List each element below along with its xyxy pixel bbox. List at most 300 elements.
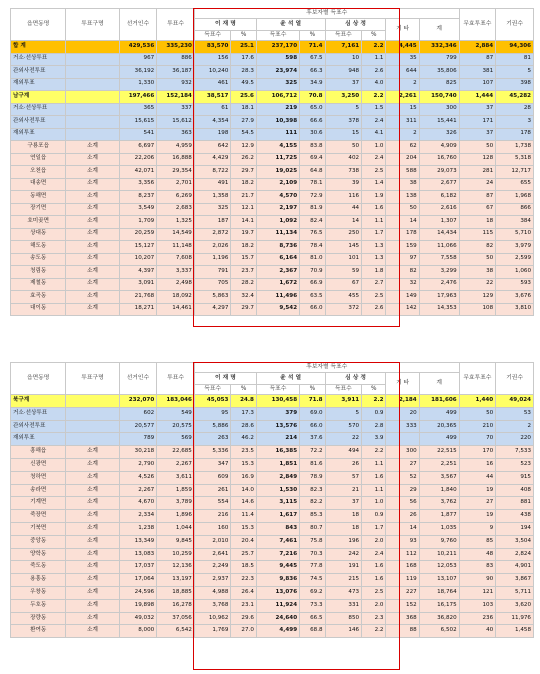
type-cell: 소계 xyxy=(66,178,119,191)
cand1-pct-cell: 27.0 xyxy=(231,625,256,638)
header-pct: % xyxy=(231,385,256,395)
cand3-votes-cell: 18 xyxy=(325,522,362,535)
table-row xyxy=(11,484,534,497)
invalid-cell: 103 xyxy=(459,599,496,612)
abstain-cell: 2,599 xyxy=(496,253,534,266)
cand2-votes-cell: 237,170 xyxy=(256,41,299,54)
cand1-votes-cell: 216 xyxy=(194,510,231,523)
electors-cell: 18,271 xyxy=(119,303,157,316)
header-abstain: 기권수 xyxy=(496,363,534,395)
type-cell: 소계 xyxy=(66,510,119,523)
cand3-votes-cell: 146 xyxy=(325,625,362,638)
electors-cell: 3,549 xyxy=(119,203,157,216)
header-pct: % xyxy=(300,385,325,395)
cand1-pct-cell: 24.8 xyxy=(231,395,256,408)
cand1-votes-cell: 1,196 xyxy=(194,253,231,266)
electors-cell: 541 xyxy=(119,128,157,141)
sum-cell: 29,073 xyxy=(419,166,459,179)
cand1-votes-cell: 554 xyxy=(194,497,231,510)
cand2-pct-cell: 72.9 xyxy=(300,191,325,204)
header-invalid: 무효투표수 xyxy=(459,9,496,41)
area-cell: 연일읍 xyxy=(11,153,66,166)
cand1-votes-cell: 95 xyxy=(194,407,231,420)
cand3-pct-cell: 2.4 xyxy=(362,548,386,561)
header-etc: 기 타 xyxy=(386,19,419,41)
etc-cell: 62 xyxy=(386,141,419,154)
header-pct: % xyxy=(231,31,256,41)
etc-cell: 88 xyxy=(386,625,419,638)
cand1-pct-cell: 29.7 xyxy=(231,303,256,316)
area-cell: 청림동 xyxy=(11,266,66,279)
sum-cell: 6,502 xyxy=(419,625,459,638)
table-row xyxy=(11,599,534,612)
cand3-votes-cell: 59 xyxy=(325,266,362,279)
cand1-votes-cell: 642 xyxy=(194,141,231,154)
electors-cell: 17,037 xyxy=(119,561,157,574)
cand3-pct-cell: 1.9 xyxy=(362,191,386,204)
cand2-votes-cell: 11,496 xyxy=(256,291,299,304)
cand3-votes-cell: 948 xyxy=(325,66,362,79)
cand2-votes-cell: 24,640 xyxy=(256,612,299,625)
header-cand3: 심 상 정 xyxy=(325,19,386,31)
header-cand2: 윤 석 열 xyxy=(256,373,325,385)
table-body-2 xyxy=(11,395,534,638)
abstain-cell: 5,318 xyxy=(496,153,534,166)
voters-cell: 932 xyxy=(157,78,195,91)
electors-cell: 1,709 xyxy=(119,216,157,229)
cand2-pct-cell: 80.7 xyxy=(300,522,325,535)
electors-cell: 2,334 xyxy=(119,510,157,523)
table-row xyxy=(11,420,534,433)
cand2-votes-cell: 1,092 xyxy=(256,216,299,229)
electors-cell: 2,267 xyxy=(119,484,157,497)
abstain-cell: 881 xyxy=(496,497,534,510)
cand2-pct-cell: 66.6 xyxy=(300,116,325,129)
cand1-pct-cell: 32.4 xyxy=(231,291,256,304)
area-cell: 용흥동 xyxy=(11,574,66,587)
cand2-pct-cell: 70.3 xyxy=(300,548,325,561)
etc-cell: 26 xyxy=(386,510,419,523)
cand2-votes-cell: 1,851 xyxy=(256,458,299,471)
type-cell: 소계 xyxy=(66,599,119,612)
table-row xyxy=(11,278,534,291)
table-row xyxy=(11,66,534,79)
cand2-votes-cell: 111 xyxy=(256,128,299,141)
cand1-pct-cell: 29.7 xyxy=(231,166,256,179)
table-row xyxy=(11,128,534,141)
header-voters: 투표수 xyxy=(157,9,195,41)
cand3-pct-cell: 1.1 xyxy=(362,216,386,229)
type-cell: 소계 xyxy=(66,612,119,625)
area-cell: 오천읍 xyxy=(11,166,66,179)
voters-cell: 6,542 xyxy=(157,625,195,638)
electors-cell: 232,070 xyxy=(119,395,157,408)
etc-cell: 300 xyxy=(386,446,419,459)
cand2-pct-cell: 81.9 xyxy=(300,203,325,216)
header-etc: 기 타 xyxy=(386,373,419,395)
sum-cell: 35,806 xyxy=(419,66,459,79)
cand3-votes-cell: 14 xyxy=(325,216,362,229)
invalid-cell: 19 xyxy=(459,484,496,497)
cand3-votes-cell: 21 xyxy=(325,484,362,497)
sum-cell: 15,441 xyxy=(419,116,459,129)
electors-cell: 10,207 xyxy=(119,253,157,266)
sum-cell: 10,211 xyxy=(419,548,459,561)
cand3-pct-cell: 2.5 xyxy=(362,166,386,179)
cand1-pct-cell: 18.5 xyxy=(231,561,256,574)
cand1-votes-cell: 263 xyxy=(194,433,231,446)
type-cell: 소계 xyxy=(66,191,119,204)
cand2-pct-cell: 65.0 xyxy=(300,103,325,116)
table-row xyxy=(11,178,534,191)
cand1-pct-cell: 14.6 xyxy=(231,497,256,510)
type-cell xyxy=(66,41,119,54)
table-row xyxy=(11,471,534,484)
cand3-votes-cell: 738 xyxy=(325,166,362,179)
header-type: 투표구명 xyxy=(66,9,119,41)
cand1-votes-cell: 491 xyxy=(194,178,231,191)
cand3-votes-cell: 18 xyxy=(325,510,362,523)
cand2-votes-cell: 219 xyxy=(256,103,299,116)
cand2-pct-cell: 71.4 xyxy=(300,41,325,54)
area-cell: 거소·선상투표 xyxy=(11,103,66,116)
abstain-cell: 408 xyxy=(496,484,534,497)
header-votes: 득표수 xyxy=(256,385,299,395)
sum-cell: 14,434 xyxy=(419,228,459,241)
cand3-pct-cell: 1.3 xyxy=(362,253,386,266)
sum-cell: 36,820 xyxy=(419,612,459,625)
cand1-votes-cell: 83,570 xyxy=(194,41,231,54)
electors-cell: 3,356 xyxy=(119,178,157,191)
etc-cell: 14 xyxy=(386,216,419,229)
cand1-votes-cell: 45,053 xyxy=(194,395,231,408)
cand3-pct-cell: 1.6 xyxy=(362,203,386,216)
table-row xyxy=(11,141,534,154)
type-cell: 소계 xyxy=(66,166,119,179)
header-candidates-group: 후보자별 득표수 xyxy=(194,363,459,373)
table-row xyxy=(11,228,534,241)
abstain-cell: 28 xyxy=(496,103,534,116)
electors-cell: 24,596 xyxy=(119,586,157,599)
cand1-pct-cell: 28.2 xyxy=(231,278,256,291)
cand3-pct-cell: 1.1 xyxy=(362,484,386,497)
cand1-votes-cell: 2,249 xyxy=(194,561,231,574)
header-candidates-group: 후보자별 득표수 xyxy=(194,9,459,19)
cand2-pct-cell: 66.3 xyxy=(300,66,325,79)
table-row xyxy=(11,266,534,279)
etc-cell: 29 xyxy=(386,484,419,497)
sum-cell: 16,175 xyxy=(419,599,459,612)
sum-cell: 14,353 xyxy=(419,303,459,316)
cand3-pct-cell: 2.0 xyxy=(362,535,386,548)
cand2-pct-cell: 73.3 xyxy=(300,599,325,612)
type-cell: 소계 xyxy=(66,574,119,587)
etc-cell: 52 xyxy=(386,471,419,484)
cand1-pct-cell: 20.4 xyxy=(231,535,256,548)
sum-cell: 3,299 xyxy=(419,266,459,279)
etc-cell: 311 xyxy=(386,116,419,129)
table-row xyxy=(11,446,534,459)
cand3-pct-cell: 2.6 xyxy=(362,66,386,79)
etc-cell: 159 xyxy=(386,241,419,254)
electors-cell: 17,064 xyxy=(119,574,157,587)
cand3-pct-cell: 2.6 xyxy=(362,303,386,316)
abstain-cell: 1,060 xyxy=(496,266,534,279)
cand2-pct-cell: 34.9 xyxy=(300,78,325,91)
header-electors: 선거인수 xyxy=(119,9,157,41)
voters-cell: 16,888 xyxy=(157,153,195,166)
etc-cell: 2,261 xyxy=(386,91,419,104)
cand1-votes-cell: 2,026 xyxy=(194,241,231,254)
abstain-cell: 3,504 xyxy=(496,535,534,548)
area-cell: 청하면 xyxy=(11,471,66,484)
cand3-votes-cell: 570 xyxy=(325,420,362,433)
cand2-votes-cell: 2,367 xyxy=(256,266,299,279)
abstain-cell: 5,711 xyxy=(496,586,534,599)
etc-cell: 142 xyxy=(386,303,419,316)
type-cell: 소계 xyxy=(66,484,119,497)
cand3-votes-cell: 5 xyxy=(325,103,362,116)
abstain-cell: 866 xyxy=(496,203,534,216)
cand2-pct-cell: 70.9 xyxy=(300,266,325,279)
cand3-pct-cell: 2.3 xyxy=(362,612,386,625)
cand2-votes-cell: 325 xyxy=(256,78,299,91)
cand3-pct-cell: 2.7 xyxy=(362,278,386,291)
sum-cell: 799 xyxy=(419,53,459,66)
cand2-pct-cell: 72.2 xyxy=(300,446,325,459)
cand2-votes-cell: 8,736 xyxy=(256,241,299,254)
sum-cell: 2,677 xyxy=(419,178,459,191)
cand1-pct-cell: 15.3 xyxy=(231,458,256,471)
electors-cell: 365 xyxy=(119,103,157,116)
table-row xyxy=(11,586,534,599)
cand3-votes-cell: 196 xyxy=(325,535,362,548)
abstain-cell: 5,710 xyxy=(496,228,534,241)
cand3-pct-cell: 1.0 xyxy=(362,141,386,154)
cand1-votes-cell: 2,010 xyxy=(194,535,231,548)
table-row xyxy=(11,241,534,254)
cand2-votes-cell: 7,216 xyxy=(256,548,299,561)
cand3-votes-cell: 5 xyxy=(325,407,362,420)
table-body-1 xyxy=(11,41,534,316)
area-cell: 상대동 xyxy=(11,228,66,241)
cand3-pct-cell: 2.5 xyxy=(362,291,386,304)
area-cell: 중앙동 xyxy=(11,535,66,548)
header-cand2: 윤 석 열 xyxy=(256,19,325,31)
cand2-votes-cell: 9,542 xyxy=(256,303,299,316)
cand2-votes-cell: 3,115 xyxy=(256,497,299,510)
abstain-cell: 53 xyxy=(496,407,534,420)
table-row xyxy=(11,191,534,204)
area-cell: 우창동 xyxy=(11,586,66,599)
cand2-pct-cell: 37.6 xyxy=(300,433,325,446)
electors-cell: 4,670 xyxy=(119,497,157,510)
area-cell: 양학동 xyxy=(11,548,66,561)
electors-cell: 6,697 xyxy=(119,141,157,154)
invalid-cell: 128 xyxy=(459,153,496,166)
electors-cell: 967 xyxy=(119,53,157,66)
abstain-cell: 220 xyxy=(496,433,534,446)
type-cell xyxy=(66,78,119,91)
cand3-votes-cell: 39 xyxy=(325,178,362,191)
cand1-votes-cell: 5,886 xyxy=(194,420,231,433)
table-row xyxy=(11,116,534,129)
cand2-pct-cell: 66.0 xyxy=(300,420,325,433)
abstain-cell: 3,810 xyxy=(496,303,534,316)
abstain-cell: 3,620 xyxy=(496,599,534,612)
electors-cell: 13,083 xyxy=(119,548,157,561)
invalid-cell: 24 xyxy=(459,178,496,191)
cand2-votes-cell: 10,398 xyxy=(256,116,299,129)
cand3-votes-cell: 57 xyxy=(325,471,362,484)
type-cell: 소계 xyxy=(66,522,119,535)
etc-cell: 588 xyxy=(386,166,419,179)
cand3-votes-cell: 455 xyxy=(325,291,362,304)
cand1-votes-cell: 791 xyxy=(194,266,231,279)
cand1-votes-cell: 38,517 xyxy=(194,91,231,104)
abstain-cell: 1,738 xyxy=(496,141,534,154)
cand3-pct-cell: 1.6 xyxy=(362,471,386,484)
etc-cell: 112 xyxy=(386,548,419,561)
cand2-votes-cell: 1,530 xyxy=(256,484,299,497)
type-cell xyxy=(66,91,119,104)
electors-cell: 36,192 xyxy=(119,66,157,79)
cand1-votes-cell: 461 xyxy=(194,78,231,91)
cand3-votes-cell: 473 xyxy=(325,586,362,599)
cand1-votes-cell: 187 xyxy=(194,216,231,229)
cand1-pct-cell: 16.9 xyxy=(231,471,256,484)
cand2-votes-cell: 130,458 xyxy=(256,395,299,408)
header-abstain: 기권수 xyxy=(496,9,534,41)
cand2-pct-cell: 78.9 xyxy=(300,471,325,484)
etc-cell: 149 xyxy=(386,291,419,304)
area-cell: 대이동 xyxy=(11,303,66,316)
cand2-pct-cell: 66.5 xyxy=(300,612,325,625)
electors-cell: 8,000 xyxy=(119,625,157,638)
abstain-cell: 81 xyxy=(496,53,534,66)
cand3-votes-cell: 402 xyxy=(325,153,362,166)
area-cell: 환여동 xyxy=(11,625,66,638)
invalid-cell: 37 xyxy=(459,103,496,116)
header-electors: 선거인수 xyxy=(119,363,157,395)
cand1-votes-cell: 3,768 xyxy=(194,599,231,612)
table-row xyxy=(11,522,534,535)
cand3-votes-cell: 50 xyxy=(325,141,362,154)
cand1-pct-cell: 26.2 xyxy=(231,153,256,166)
cand1-pct-cell: 12.9 xyxy=(231,141,256,154)
type-cell: 소계 xyxy=(66,548,119,561)
area-cell: 송도동 xyxy=(11,253,66,266)
etc-cell: 644 xyxy=(386,66,419,79)
electors-cell: 602 xyxy=(119,407,157,420)
cand1-pct-cell: 46.2 xyxy=(231,433,256,446)
type-cell: 소계 xyxy=(66,303,119,316)
table-row xyxy=(11,91,534,104)
sum-cell: 181,606 xyxy=(419,395,459,408)
cand2-votes-cell: 1,617 xyxy=(256,510,299,523)
type-cell xyxy=(66,128,119,141)
abstain-cell: 12,717 xyxy=(496,166,534,179)
electors-cell: 20,577 xyxy=(119,420,157,433)
cand3-votes-cell: 67 xyxy=(325,278,362,291)
abstain-cell: 2 xyxy=(496,420,534,433)
cand1-pct-cell: 23.7 xyxy=(231,266,256,279)
sum-cell: 1,840 xyxy=(419,484,459,497)
type-cell xyxy=(66,116,119,129)
cand1-pct-cell: 49.5 xyxy=(231,78,256,91)
cand1-pct-cell: 54.5 xyxy=(231,128,256,141)
cand2-pct-cell: 82.3 xyxy=(300,484,325,497)
voters-cell: 1,325 xyxy=(157,216,195,229)
table-row xyxy=(11,407,534,420)
sum-cell: 6,182 xyxy=(419,191,459,204)
invalid-cell: 38 xyxy=(459,266,496,279)
area-cell: 구룡포읍 xyxy=(11,141,66,154)
abstain-cell: 438 xyxy=(496,510,534,523)
voters-cell: 29,354 xyxy=(157,166,195,179)
header-pct: % xyxy=(362,385,386,395)
abstain-cell: 1,458 xyxy=(496,625,534,638)
sum-cell: 2,251 xyxy=(419,458,459,471)
invalid-cell: 210 xyxy=(459,420,496,433)
abstain-cell: 194 xyxy=(496,522,534,535)
abstain-cell: 3,867 xyxy=(496,574,534,587)
area-cell: 거소·선상투표 xyxy=(11,407,66,420)
electors-cell: 15,615 xyxy=(119,116,157,129)
cand2-pct-cell: 66.0 xyxy=(300,303,325,316)
voters-cell: 2,683 xyxy=(157,203,195,216)
sum-cell: 3,567 xyxy=(419,471,459,484)
cand3-pct-cell: 2.2 xyxy=(362,625,386,638)
cand1-votes-cell: 5,863 xyxy=(194,291,231,304)
invalid-cell: 171 xyxy=(459,116,496,129)
etc-cell: 138 xyxy=(386,191,419,204)
sum-cell: 332,346 xyxy=(419,41,459,54)
voters-cell: 14,549 xyxy=(157,228,195,241)
cand3-votes-cell: 3,250 xyxy=(325,91,362,104)
abstain-cell: 45,282 xyxy=(496,91,534,104)
cand2-votes-cell: 6,164 xyxy=(256,253,299,266)
cand2-votes-cell: 19,025 xyxy=(256,166,299,179)
invalid-cell: 108 xyxy=(459,303,496,316)
invalid-cell: 50 xyxy=(459,407,496,420)
table-row xyxy=(11,433,534,446)
cand1-pct-cell: 18.1 xyxy=(231,103,256,116)
cand1-pct-cell: 28.6 xyxy=(231,420,256,433)
type-cell: 소계 xyxy=(66,253,119,266)
cand2-pct-cell: 71.8 xyxy=(300,395,325,408)
cand1-votes-cell: 10,240 xyxy=(194,66,231,79)
table-row xyxy=(11,395,534,408)
type-cell: 소계 xyxy=(66,535,119,548)
cand3-pct-cell: 1.4 xyxy=(362,178,386,191)
cand2-votes-cell: 16,385 xyxy=(256,446,299,459)
invalid-cell: 22 xyxy=(459,278,496,291)
cand2-pct-cell: 30.6 xyxy=(300,128,325,141)
cand3-pct-cell: 1.1 xyxy=(362,53,386,66)
invalid-cell: 70 xyxy=(459,433,496,446)
cand2-votes-cell: 13,576 xyxy=(256,420,299,433)
table-row xyxy=(11,216,534,229)
cand3-pct-cell: 1.8 xyxy=(362,266,386,279)
cand1-votes-cell: 4,988 xyxy=(194,586,231,599)
etc-cell: 119 xyxy=(386,574,419,587)
cand2-pct-cell: 68.8 xyxy=(300,625,325,638)
area-cell: 관외사전투표 xyxy=(11,420,66,433)
voters-cell: 337 xyxy=(157,103,195,116)
cand3-votes-cell: 7,161 xyxy=(325,41,362,54)
voters-cell: 363 xyxy=(157,128,195,141)
